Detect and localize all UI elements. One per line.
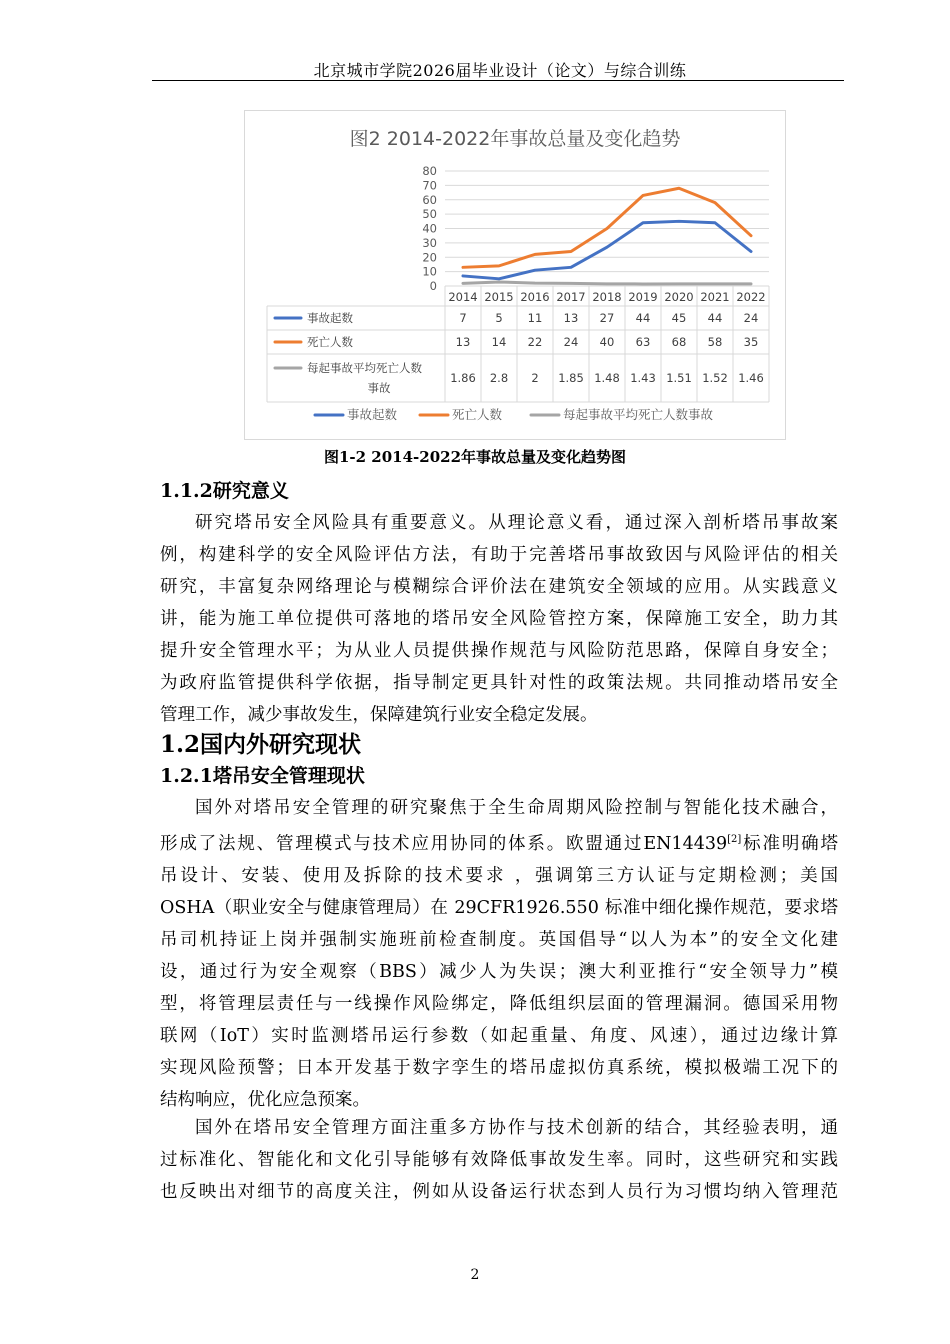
data-label: 68 bbox=[671, 335, 687, 349]
figure-caption: 图1-2 2014-2022年事故总量及变化趋势图 bbox=[323, 448, 627, 466]
data-label: 63 bbox=[635, 335, 651, 349]
text-line: 型，将管理层责任与一线操作风险绑定，降低组织层面的管理漏洞。德国采用物 bbox=[160, 993, 838, 1014]
data-label: 1.86 bbox=[450, 371, 476, 385]
y-tick-label: 0 bbox=[429, 279, 437, 293]
data-label: 44 bbox=[635, 311, 651, 325]
data-label: 24 bbox=[563, 335, 579, 349]
text-line: 也反映出对细节的高度关注，例如从设备运行状态到人员行为习惯均纳入管理范 bbox=[160, 1182, 838, 1202]
table-row-label: 死亡人数 bbox=[307, 335, 353, 349]
y-tick-label: 80 bbox=[422, 164, 437, 178]
data-label: 45 bbox=[671, 311, 687, 325]
section-heading-1-1-2: 1.1.2研究意义 bbox=[160, 480, 289, 502]
data-label: 2 bbox=[531, 371, 539, 385]
x-category-label: 2022 bbox=[736, 290, 766, 304]
header-rule bbox=[152, 80, 844, 81]
legend-label: 事故起数 bbox=[347, 407, 398, 422]
data-label: 22 bbox=[527, 335, 543, 349]
text-line: 国外对塔吊安全管理的研究聚焦于全生命周期风险控制与智能化技术融合， bbox=[195, 798, 838, 818]
data-label: 13 bbox=[563, 311, 579, 325]
text-line: 联网（IoT）实时监测塔吊运行参数（如起重量、角度、风速），通过边缘计算 bbox=[160, 1025, 838, 1046]
section-heading-1-2-1: 1.2.1塔吊安全管理现状 bbox=[160, 765, 365, 787]
text-line: 研究塔吊安全风险具有重要意义。从理论意义看，通过深入剖析塔吊事故案 bbox=[195, 513, 838, 533]
data-label: 13 bbox=[455, 335, 471, 349]
y-tick-label: 50 bbox=[422, 207, 437, 222]
text-line: 例，构建科学的安全风险评估方法，有助于完善塔吊事故致因与风险评估的相关 bbox=[160, 545, 838, 565]
text-line: OSHA（职业安全与健康管理局）在 29CFR1926.550 标准中细化操作规范，要求塔 bbox=[160, 897, 838, 918]
y-tick-label: 70 bbox=[422, 178, 437, 193]
y-tick-label: 60 bbox=[422, 192, 437, 207]
text-line: 设，通过行为安全观察（BBS）减少人为失误；澳大利亚推行“安全领导力”模 bbox=[160, 961, 838, 982]
x-category-label: 2016 bbox=[520, 290, 550, 304]
data-label: 11 bbox=[527, 311, 543, 325]
page-number: 2 bbox=[470, 1267, 480, 1283]
data-label: 35 bbox=[743, 335, 759, 349]
text-line: 吊设计、安装、使用及拆除的技术要求 ，强调第三方认证与定期检测；美国 bbox=[160, 865, 838, 886]
paragraph-foreign-experience bbox=[160, 1112, 838, 1208]
legend-label: 每起事故平均死亡人数事故 bbox=[563, 407, 714, 422]
chart-title: 图2 2014-2022年事故总量及变化趋势 bbox=[349, 128, 681, 150]
y-tick-label: 10 bbox=[422, 264, 437, 279]
text-line: 为政府监管提供科学依据，指导制定更具针对性的政策法规。共同推动塔吊安全 bbox=[160, 673, 838, 693]
data-label: 27 bbox=[599, 311, 615, 325]
paragraph-research-significance bbox=[160, 507, 838, 731]
text-line: 吊司机持证上岗并强制实施班前检查制度。英国倡导“以人为本”的安全文化建 bbox=[160, 929, 838, 950]
section-heading-1-2: 1.2国内外研究现状 bbox=[160, 731, 362, 758]
data-label: 1.46 bbox=[738, 371, 764, 385]
data-label: 58 bbox=[707, 335, 723, 349]
text-segment: 形成了法规、管理模式与技术应用协同的体系。欧盟通过 bbox=[160, 833, 644, 854]
data-label: 5 bbox=[495, 311, 503, 325]
line-chart bbox=[245, 111, 785, 439]
legend-label: 死亡人数 bbox=[452, 407, 503, 422]
table-row-label: 事故 bbox=[367, 381, 391, 395]
text-segment: 标准明确塔 bbox=[741, 833, 839, 854]
text-line: 国外在塔吊安全管理方面注重多方协作与技术创新的结合，其经验表明，通 bbox=[195, 1118, 838, 1138]
text-line: 讲，能为施工单位提供可落地的塔吊安全风险管控方案，保障施工安全，助力其 bbox=[160, 609, 838, 629]
y-tick-label: 30 bbox=[422, 235, 437, 250]
data-label: 1.52 bbox=[702, 371, 728, 385]
running-header: 北京城市学院2026届毕业设计（论文）与综合训练 bbox=[313, 61, 687, 80]
standard-code: EN14439 bbox=[643, 833, 728, 854]
text-line: 结构响应，优化应急预案。 bbox=[160, 1089, 370, 1110]
data-label: 1.85 bbox=[558, 371, 584, 385]
paragraph-foreign-management bbox=[160, 792, 838, 1116]
citation-ref: [2] bbox=[727, 834, 742, 845]
data-label: 44 bbox=[707, 311, 723, 325]
y-tick-label: 20 bbox=[422, 250, 437, 265]
data-label: 1.48 bbox=[594, 371, 620, 385]
x-category-label: 2017 bbox=[556, 290, 586, 304]
text-line-with-citation bbox=[160, 824, 838, 860]
x-category-label: 2020 bbox=[664, 290, 694, 304]
table-row-label: 事故起数 bbox=[307, 311, 353, 325]
data-label: 1.43 bbox=[630, 371, 656, 385]
text-line: 研究，丰富复杂网络理论与模糊综合评价法在建筑安全领域的应用。从实践意义 bbox=[160, 577, 838, 597]
table-row-label: 每起事故平均死亡人数 bbox=[307, 361, 422, 375]
data-label: 7 bbox=[459, 311, 467, 325]
data-label: 14 bbox=[491, 335, 507, 349]
x-category-label: 2014 bbox=[448, 290, 478, 304]
chart-figure bbox=[244, 110, 786, 440]
x-category-label: 2018 bbox=[592, 290, 622, 304]
text-line: 实现风险预警；日本开发基于数字孪生的塔吊虚拟仿真系统，模拟极端工况下的 bbox=[160, 1057, 838, 1078]
data-label: 24 bbox=[743, 311, 759, 325]
text-line: 提升安全管理水平；为从业人员提供操作规范与风险防范思路，保障自身安全； bbox=[160, 641, 838, 661]
text-line: 管理工作，减少事故发生，保障建筑行业安全稳定发展。 bbox=[160, 705, 598, 725]
data-label: 40 bbox=[599, 335, 615, 349]
data-label: 1.51 bbox=[666, 371, 692, 385]
x-category-label: 2015 bbox=[484, 290, 514, 304]
series-line-3 bbox=[463, 282, 751, 284]
text-line: 过标准化、智能化和文化引导能够有效降低事故发生率。同时，这些研究和实践 bbox=[160, 1150, 838, 1170]
data-label: 2.8 bbox=[489, 371, 509, 385]
x-category-label: 2019 bbox=[628, 290, 658, 304]
x-category-label: 2021 bbox=[700, 290, 730, 304]
y-tick-label: 40 bbox=[422, 221, 437, 236]
